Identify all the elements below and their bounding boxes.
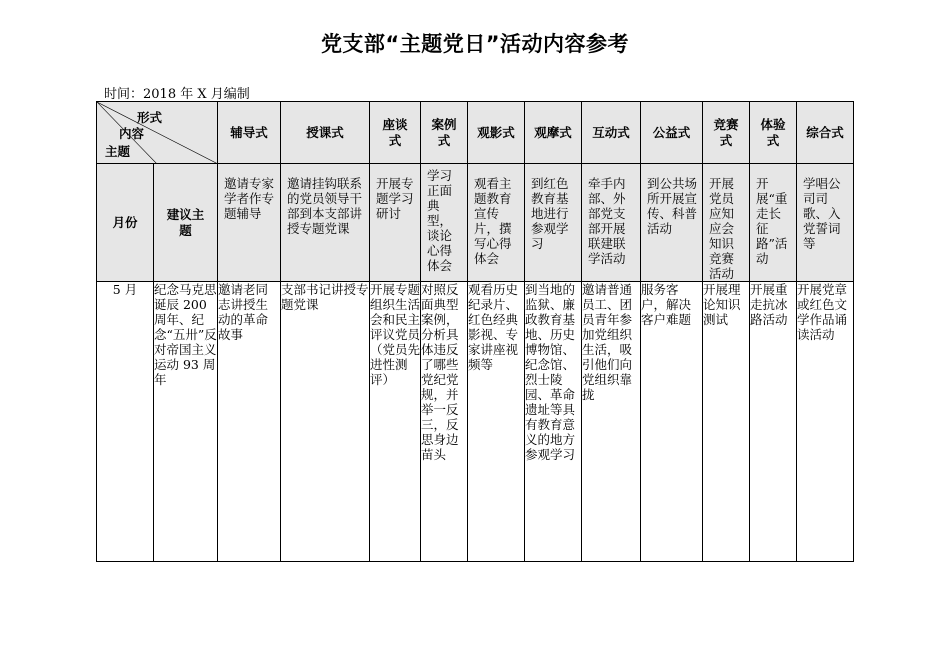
header-forum: 座谈式 xyxy=(370,102,421,164)
activity-cell: 服务客户，解决客户难题 xyxy=(641,282,703,562)
header-experience: 体验式 xyxy=(750,102,797,164)
suggested-topic-header: 建议主题 xyxy=(154,164,218,282)
header-case: 案例式 xyxy=(421,102,468,164)
table-row xyxy=(97,282,854,562)
time-label: 时间：2018 年 X 月编制 xyxy=(104,87,250,102)
header-film: 观影式 xyxy=(468,102,525,164)
document-title: 党支部“主题党日”活动内容参考 xyxy=(320,32,630,56)
header-tutoring: 辅导式 xyxy=(218,102,281,164)
month-cell: 5 月 xyxy=(97,282,154,562)
corner-form-label: 形式 xyxy=(137,110,163,125)
header-competition: 竞赛式 xyxy=(703,102,750,164)
description-cell: 开展党员应知应会知识竞赛活动 xyxy=(703,164,750,282)
header-public-welfare: 公益式 xyxy=(641,102,703,164)
header-lecture: 授课式 xyxy=(281,102,370,164)
description-cell: 邀请专家学者作专题辅导 xyxy=(218,164,281,282)
description-cell: 开展“重走长征路”活动 xyxy=(750,164,797,282)
topic-cell: 纪念马克思诞辰 200 周年、纪念“五卅”反对帝国主义运动 93 周年 xyxy=(154,282,218,562)
activity-cell: 对照反面典型案例，分析具体违反了哪些党纪党规，并举一反三，反思身边苗头 xyxy=(421,282,468,562)
activity-table xyxy=(96,101,854,562)
description-cell: 学习正面典型，谈论心得体会 xyxy=(421,164,468,282)
header-comprehensive: 综合式 xyxy=(797,102,854,164)
month-header: 月份 xyxy=(97,164,154,282)
description-cell: 开展专题学习研讨 xyxy=(370,164,421,282)
header-row xyxy=(97,102,854,164)
corner-header xyxy=(97,102,218,164)
activity-cell: 开展理论知识测试 xyxy=(703,282,750,562)
activity-cell: 观看历史纪录片、红色经典影视、专家讲座视频等 xyxy=(468,282,525,562)
activity-cell: 到当地的监狱、廉政教育基地、历史博物馆、纪念馆、烈士陵园、革命遗址等具有教育意义的地方参观学习 xyxy=(525,282,582,562)
description-cell: 牵手内部、外部党支部开展联建联学活动 xyxy=(582,164,641,282)
activity-cell: 邀请老同志讲授生动的革命故事 xyxy=(218,282,281,562)
activity-cell: 开展专题组织生活会和民主评议党员（党员先进性测评） xyxy=(370,282,421,562)
corner-topic-label: 主题 xyxy=(105,144,131,159)
description-row xyxy=(97,164,854,282)
activity-cell: 支部书记讲授专题党课 xyxy=(281,282,370,562)
activity-cell: 开展党章或红色文学作品诵读活动 xyxy=(797,282,854,562)
description-cell: 到红色教育基地进行参观学习 xyxy=(525,164,582,282)
description-cell: 邀请挂钩联系的党员领导干部到本支部讲授专题党课 xyxy=(281,164,370,282)
description-cell: 观看主题教育宣传片，撰写心得体会 xyxy=(468,164,525,282)
description-cell: 学唱公司司歌、入党誓词等 xyxy=(797,164,854,282)
activity-cell: 开展重走抗冰路活动 xyxy=(750,282,797,562)
description-cell: 到公共场所开展宣传、科普活动 xyxy=(641,164,703,282)
corner-content-label: 内容 xyxy=(119,126,145,141)
header-visit: 观摩式 xyxy=(525,102,582,164)
activity-cell: 邀请普通员工、团员青年参加党组织生活，吸引他们向党组织靠拢 xyxy=(582,282,641,562)
header-interactive: 互动式 xyxy=(582,102,641,164)
